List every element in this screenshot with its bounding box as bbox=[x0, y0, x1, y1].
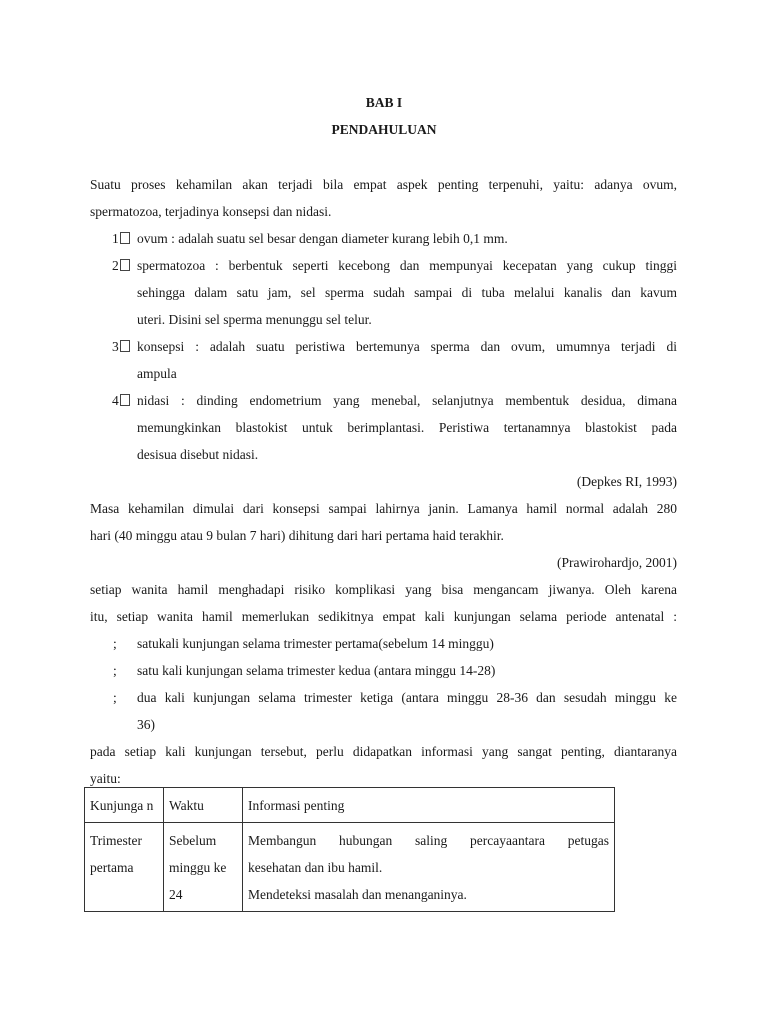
list-item-number: 3 bbox=[112, 340, 132, 354]
table-cell-visit: Trimester pertama bbox=[85, 823, 164, 912]
table-header-cell: Informasi penting bbox=[243, 788, 615, 823]
list-item-number: 4 bbox=[112, 394, 132, 408]
table-header-cell: Kunjunga n bbox=[85, 788, 164, 823]
paragraph-line: hari (40 minggu atau 9 bulan 7 hari) dihitung dari hari pertama haid terakhir. bbox=[90, 528, 504, 543]
paragraph-line: pada setiap kali kunjungan tersebut, perlu didapatkan informasi yang sangat penting, diantaranya bbox=[90, 744, 677, 759]
missing-glyph-icon bbox=[120, 340, 130, 352]
paragraph-line: yaitu: bbox=[90, 771, 121, 786]
missing-glyph-icon bbox=[120, 232, 130, 244]
list-item-text: ampula bbox=[137, 366, 177, 381]
list-item-text: nidasi : dinding endometrium yang menebal, selanjutnya membentuk desidua, dimana bbox=[137, 393, 677, 408]
list-item-text: sehingga dalam satu jam, sel sperma sudah sampai di tuba melalui kanalis dan kavum bbox=[137, 285, 677, 300]
table-cell-time: Sebelum minggu ke 24 bbox=[164, 823, 243, 912]
table-header-row bbox=[85, 788, 615, 823]
bullet-text: satukali kunjungan selama trimester pertama(sebelum 14 minggu) bbox=[137, 636, 494, 651]
bullet-text: satu kali kunjungan selama trimester kedua (antara minggu 14-28) bbox=[137, 663, 496, 678]
table-row bbox=[85, 823, 615, 912]
list-item-number: 1 bbox=[112, 232, 132, 246]
list-item-number: 2 bbox=[112, 259, 132, 273]
missing-glyph-icon bbox=[120, 394, 130, 406]
list-item-text: ovum : adalah suatu sel besar dengan diameter kurang lebih 0,1 mm. bbox=[137, 231, 508, 246]
missing-glyph-icon bbox=[120, 259, 130, 271]
table-info-line: kesehatan dan ibu hamil. bbox=[248, 860, 383, 875]
table-header-cell: Waktu bbox=[164, 788, 243, 823]
chapter-title: PENDAHULUAN bbox=[331, 122, 437, 137]
bullet-symbol: ; bbox=[113, 690, 117, 705]
table-info-line: Membangun hubungan saling percayaantara petugas bbox=[248, 833, 609, 848]
list-item-text: konsepsi : adalah suatu peristiwa bertemunya sperma dan ovum, umumnya terjadi di bbox=[137, 339, 677, 354]
list-item-text: spermatozoa : berbentuk seperti kecebong dan mempunyai kecepatan yang cukup tinggi bbox=[137, 258, 677, 273]
list-item-text: uteri. Disini sel sperma menunggu sel telur. bbox=[137, 312, 372, 327]
info-table bbox=[84, 787, 615, 912]
paragraph-line: Suatu proses kehamilan akan terjadi bila empat aspek penting terpenuhi, yaitu: adanya ovum, bbox=[90, 177, 677, 192]
paragraph-line: itu, setiap wanita hamil memerlukan sedikitnya empat kali kunjungan selama periode antenatal : bbox=[90, 609, 677, 624]
bullet-text: 36) bbox=[137, 717, 155, 732]
citation: (Depkes RI, 1993) bbox=[576, 474, 677, 489]
list-item-text: desisua disebut nidasi. bbox=[137, 447, 259, 462]
list-item-text: memungkinkan blastokist untuk berimplantasi. Peristiwa tertanamnya blastokist pada bbox=[137, 420, 677, 435]
bullet-text: dua kali kunjungan selama trimester ketiga (antara minggu 28-36 dan sesudah minggu ke bbox=[137, 690, 677, 705]
table-cell-info bbox=[243, 823, 615, 912]
citation: (Prawirohardjo, 2001) bbox=[557, 555, 677, 570]
paragraph-line: spermatozoa, terjadinya konsepsi dan nidasi. bbox=[90, 204, 332, 219]
paragraph-line: setiap wanita hamil menghadapi risiko komplikasi yang bisa mengancam jiwanya. Oleh karena bbox=[90, 582, 677, 597]
paragraph-line: Masa kehamilan dimulai dari konsepsi sampai lahirnya janin. Lamanya hamil normal adalah 280 bbox=[90, 501, 677, 516]
table-info-line: Mendeteksi masalah dan menanganinya. bbox=[248, 887, 467, 902]
chapter-heading: BAB I bbox=[365, 95, 403, 110]
bullet-symbol: ; bbox=[113, 663, 117, 678]
bullet-symbol: ; bbox=[113, 636, 117, 651]
